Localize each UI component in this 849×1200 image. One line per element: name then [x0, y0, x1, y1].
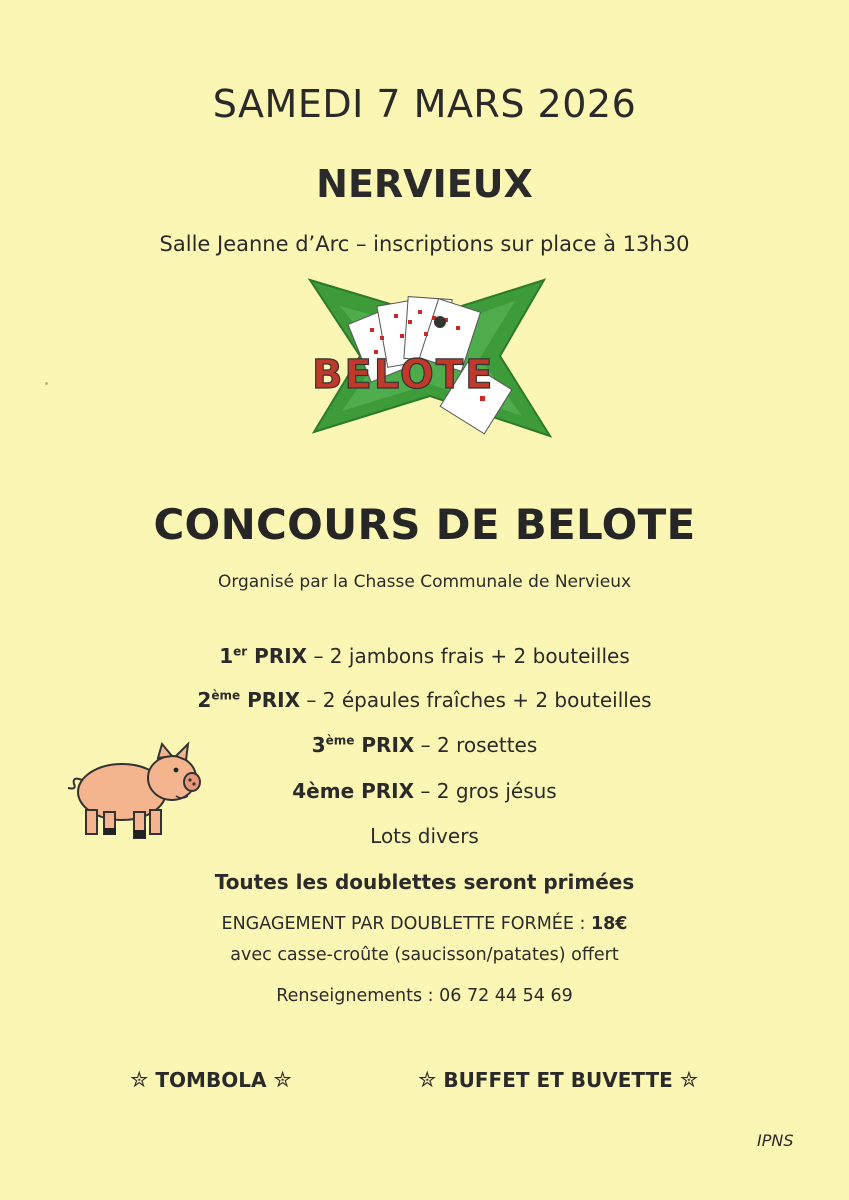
prize-4-rank: 4ème	[292, 779, 355, 803]
event-town: NERVIEUX	[316, 162, 533, 206]
buffet-label: BUFFET ET BUVETTE	[443, 1068, 673, 1092]
prize-3-desc: – 2 rosettes	[420, 733, 538, 757]
snack-offer: avec casse-croûte (saucisson/patates) offert	[230, 945, 619, 965]
star-icon: ✮	[273, 1068, 292, 1093]
prize-2	[0, 688, 849, 712]
logo-word: BELOTE	[312, 352, 495, 398]
misc-prizes: Lots divers	[370, 824, 479, 848]
pig-eye	[174, 768, 179, 773]
prize-2-rank: 2	[197, 688, 212, 712]
prize-1-rank: 1	[219, 644, 234, 668]
star-icon: ✮	[679, 1068, 699, 1093]
star-icon: ✮	[418, 1068, 437, 1093]
prize-1-sup: er	[233, 644, 248, 659]
entry-fee-label: ENGAGEMENT PAR DOUBLETTE FORMÉE :	[221, 914, 586, 934]
prize-2-label: PRIX	[247, 688, 301, 712]
footer-tombola	[130, 1068, 292, 1093]
tombola-label: TOMBOLA	[155, 1068, 267, 1092]
prize-4-desc: – 2 gros jésus	[420, 779, 557, 803]
belote-logo	[300, 276, 560, 442]
star-icon: ✮	[130, 1068, 149, 1093]
prize-2-sup: ème	[211, 688, 241, 703]
event-date: SAMEDI 7 MARS 2026	[212, 82, 637, 126]
entry-fee-amount: 18€	[590, 914, 628, 934]
prize-3-rank: 3	[311, 733, 326, 757]
scan-speck	[45, 382, 48, 385]
footer-buffet	[418, 1068, 698, 1093]
event-title: CONCOURS DE BELOTE	[153, 500, 696, 549]
contact-info: Renseignements : 06 72 44 54 69	[276, 986, 573, 1006]
prize-2-desc: – 2 épaules fraîches + 2 bouteilles	[306, 688, 652, 712]
entry-fee	[0, 914, 849, 934]
prize-1-label: PRIX	[254, 644, 308, 668]
prize-4-label: PRIX	[361, 779, 415, 803]
prize-3-label: PRIX	[361, 733, 415, 757]
event-venue: Salle Jeanne d’Arc – inscriptions sur place à 13h30	[159, 232, 690, 256]
prize-1	[0, 644, 849, 668]
ipns-mark: IPNS	[757, 1131, 794, 1150]
all-teams-rewarded: Toutes les doublettes seront primées	[214, 870, 635, 894]
pig-ear	[158, 744, 172, 758]
event-organizer: Organisé par la Chasse Communale de Nervieux	[217, 572, 632, 592]
prize-1-desc: – 2 jambons frais + 2 bouteilles	[313, 644, 630, 668]
pig-snout	[184, 773, 200, 791]
prize-3-sup: ème	[325, 733, 355, 748]
